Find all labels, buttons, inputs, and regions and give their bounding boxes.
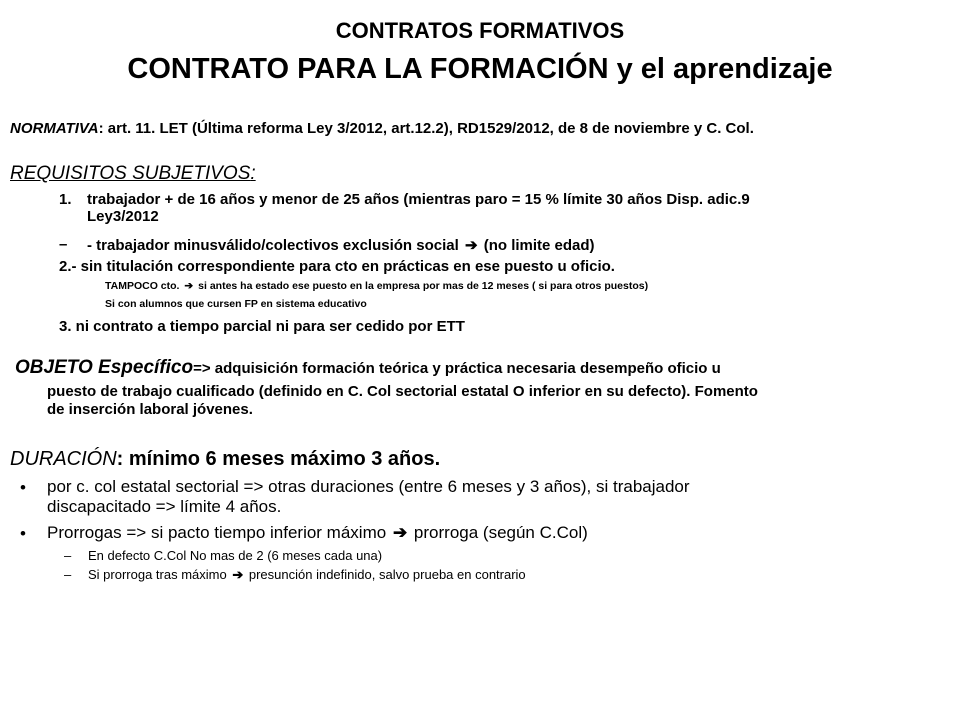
- normativa-text: : art. 11. LET (Última reforma Ley 3/2012, art.12.2), RD1529/2012, de 8 de noviembre y C. Col.: [98, 120, 754, 137]
- objeto-label: OBJETO Específico: [15, 357, 194, 378]
- sub-2-note: presunción indefinido, salvo prueba en contrario: [248, 567, 526, 582]
- objeto-line1: [15, 357, 721, 379]
- slide-supertitle: CONTRATOS FORMATIVOS: [335, 18, 625, 43]
- normativa-line: [10, 120, 754, 137]
- arrow-icon: ➔: [464, 237, 478, 254]
- requisito-3-sub2: Si con alumnos que cursen FP en sistema educativo: [105, 298, 367, 310]
- objeto-text-1: => adquisición formación teórica y práctica necesaria desempeño oficio u: [193, 360, 721, 377]
- arrow-icon: ➔: [392, 523, 408, 542]
- requisito-2-text: - trabajador minusválido/colectivos exclusión social: [87, 237, 459, 254]
- duracion-label: DURACIÓN: [10, 448, 117, 470]
- dash-icon: –: [64, 567, 72, 582]
- objeto-line2: puesto de trabajo cualificado (definido en C. Col sectorial estatal O inferior en su defecto). Fomento: [47, 383, 758, 400]
- bullet-icon: •: [20, 478, 26, 497]
- arrow-icon: ➔: [184, 280, 194, 292]
- normativa-label: NORMATIVA: [10, 120, 99, 137]
- bullet-icon: •: [20, 524, 26, 543]
- requisitos-heading: [10, 163, 256, 185]
- requisito-2-marker: –: [59, 236, 68, 253]
- duracion-bullet-1-line2: discapacitado => límite 4 años.: [47, 497, 282, 516]
- duracion-text: : mínimo 6 meses máximo 3 años.: [116, 448, 441, 470]
- bullet-2-note: prorroga (según C.Col): [413, 523, 588, 542]
- requisito-1-line2: Ley3/2012: [87, 208, 159, 225]
- sub1-text: si antes ha estado ese puesto en la empresa por mas de 12 meses ( si para otros puestos): [198, 280, 649, 292]
- duracion-bullet-2: [47, 523, 588, 543]
- duracion-sub-2: [88, 567, 526, 583]
- requisito-2-note: (no limite edad): [483, 237, 595, 254]
- requisitos-label: REQUISITOS SUBJETIVOS: [10, 163, 251, 184]
- sub-2-text: Si prorroga tras máximo: [88, 567, 227, 582]
- duracion-sub-1: En defecto C.Col No mas de 2 (6 meses cada una): [88, 548, 383, 563]
- requisito-4-line: 3. ni contrato a tiempo parcial ni para ser cedido por ETT: [59, 318, 465, 335]
- duracion-heading: [10, 448, 440, 471]
- duracion-bullet-1-line1: por c. col estatal sectorial => otras duraciones (entre 6 meses y 3 años), si trabajador: [47, 477, 690, 496]
- objeto-line3: de inserción laboral jóvenes.: [47, 401, 253, 418]
- arrow-icon: ➔: [232, 567, 244, 582]
- requisito-3-sub1: [105, 280, 648, 292]
- requisito-3-line: 2.- sin titulación correspondiente para cto en prácticas en ese puesto u oficio.: [59, 258, 615, 275]
- requisito-1-marker: 1.: [59, 191, 72, 208]
- requisito-2-line: [87, 236, 595, 254]
- sub1-label: TAMPOCO cto.: [105, 280, 180, 292]
- slide-title: CONTRATO PARA LA FORMACIÓN y el aprendizaje: [127, 53, 833, 85]
- dash-icon: –: [64, 548, 72, 563]
- requisito-1-line1: trabajador + de 16 años y menor de 25 años (mientras paro = 15 % límite 30 años Disp. adic.9: [87, 191, 750, 208]
- bullet-2-text: Prorrogas => si pacto tiempo inferior máximo: [47, 523, 387, 542]
- requisitos-colon: :: [250, 163, 256, 184]
